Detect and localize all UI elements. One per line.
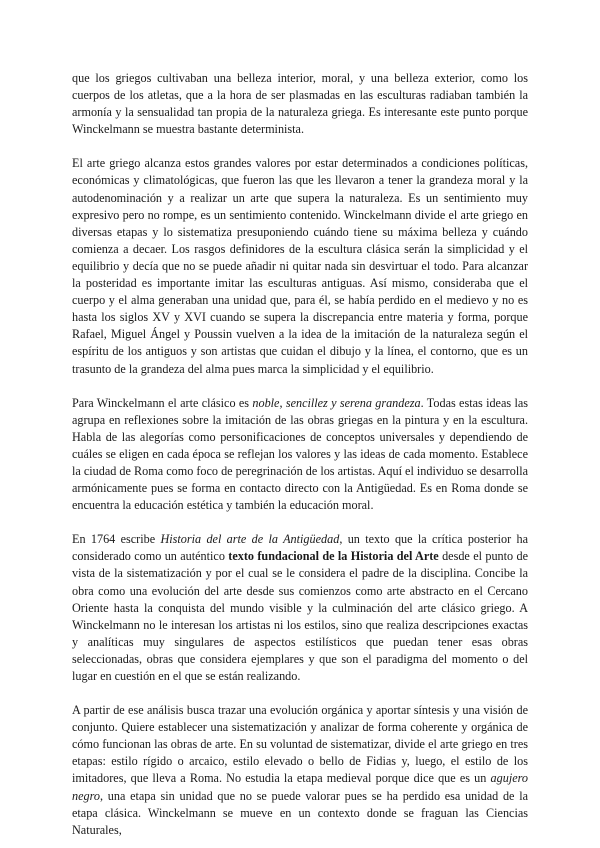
paragraph-3-italic: noble, sencillez y serena grandeza — [252, 395, 421, 410]
paragraph-5-text-before: A partir de ese análisis busca trazar una evolución orgánica y aportar síntesis y una visión de conjunto. Quiere establecer una sistematización y analizar de forma coherente y orgánica de cómo funcionan las obras de arte. En su voluntad de sistematizar, divide el arte griego en tres etapas: estilo rígido o arcaico, estilo elevado o bello de Fidias y, luego, el estilo de los imitadores, que lleva a Roma. No estudia la etapa medieval porque dice que es un — [72, 703, 528, 786]
paragraph-4-bold: texto fundacional de la Historia del Arte — [228, 549, 439, 564]
paragraph-4-text-before: En 1764 escribe — [72, 532, 161, 547]
paragraph-2: El arte griego alcanza estos grandes valores por estar determinados a condiciones políticas, económicas y climatológicas, que fueron las que les llevaron a tener la grandeza moral y la autodenominación y a realizar un arte que supera la naturaleza. Es un sentimiento muy expresivo pero no rompe, es un sentimiento contenido. Winckelmann divide el arte griego en diversas etapas y lo sistematiza presuponiendo cuándo tiene su máxima belleza y cuándo comienza a decaer. Los rasgos definidores de la escultura clásica serán la simplicidad y el equilibrio y decía que no se puede añadir ni quitar nada sin desvirtuar el todo. Para alcanzar la posteridad es importante imitar las esculturas antiguas. Así mismo, consideraba que el cuerpo y el alma generaban una unidad que, para él, se había perdido en el medievo y no es hasta los siglos XV y XVI cuando se supera la discrepancia entre materia y forma, porque Rafael, Miguel Ángel y Poussin vuelven a la idea de la imitación de la naturaleza según el espíritu de los antiguos y son artistas que cuidan el dibujo y la línea, el contorno, que es un trasunto de la grandeza del alma pues marca la simplicidad y el equilibrio. — [72, 156, 528, 376]
paragraph-3-text-before: Para Winckelmann el arte clásico es — [72, 395, 253, 410]
paragraph-1: que los griegos cultivaban una belleza interior, moral, y una belleza exterior, como los cuerpos de los atletas, que a la hora de ser plasmadas en las esculturas radiaban también la armonía y la sensualidad tan propia de la naturaleza griega. Es interesante este punto porque Winckelmann se muestra bastante determinista. — [72, 71, 528, 137]
paragraph-3 — [72, 395, 528, 515]
paragraph-4-text-after: desde el punto de vista de la sistematización y por el cual se le considera el padre de la disciplina. Concibe la obra como una evolución del arte desde sus comienzos como arte abstracto en el Cercano Oriente hasta la conquista del mundo visible y la culminación del arte clásico griego. A Winckelmann no le interesan los artistas ni los estilos, sino que realiza descripciones exactas y analíticas muy singulares de aspectos estilísticos que puedan tener esas obras seleccionadas, obras que considera ejemplares y que son el paradigma del momento o del lugar en cuestión en el que se están realizando. — [72, 549, 528, 683]
paragraph-4-text-middle: , un texto que la crítica posterior ha considerado como un auténtico — [72, 532, 528, 564]
paragraph-3-text-after: . Todas estas ideas las agrupa en reflexiones sobre la imitación de las obras griegas en la pintura y en la escultura. Habla de las alegorías como personificaciones de conceptos universales y dependiendo de cuáles se eligen en cada época se reflejan los valores y las ideas de cada momento. Establece la ciudad de Roma como foco de peregrinación de los artistas. Aquí el individuo se desarrolla armónicamente pues se forma en contacto directo con la Antigüedad. Es en Roma donde se encuentra la educación estética y también la educación moral. — [72, 395, 528, 513]
paragraph-5-text-after: , una etapa sin unidad que no se puede valorar pues se ha perdido esa unidad de la etapa clásica. Winckelmann se mueve en un contexto donde se fraguan las Ciencias Naturales, — [72, 788, 528, 837]
paragraph-4-italic-title: Historia del arte de la Antigüedad — [160, 532, 340, 547]
paragraph-5 — [72, 702, 528, 839]
paragraph-5-italic: agujero negro — [72, 771, 528, 803]
paragraph-4 — [72, 531, 528, 685]
